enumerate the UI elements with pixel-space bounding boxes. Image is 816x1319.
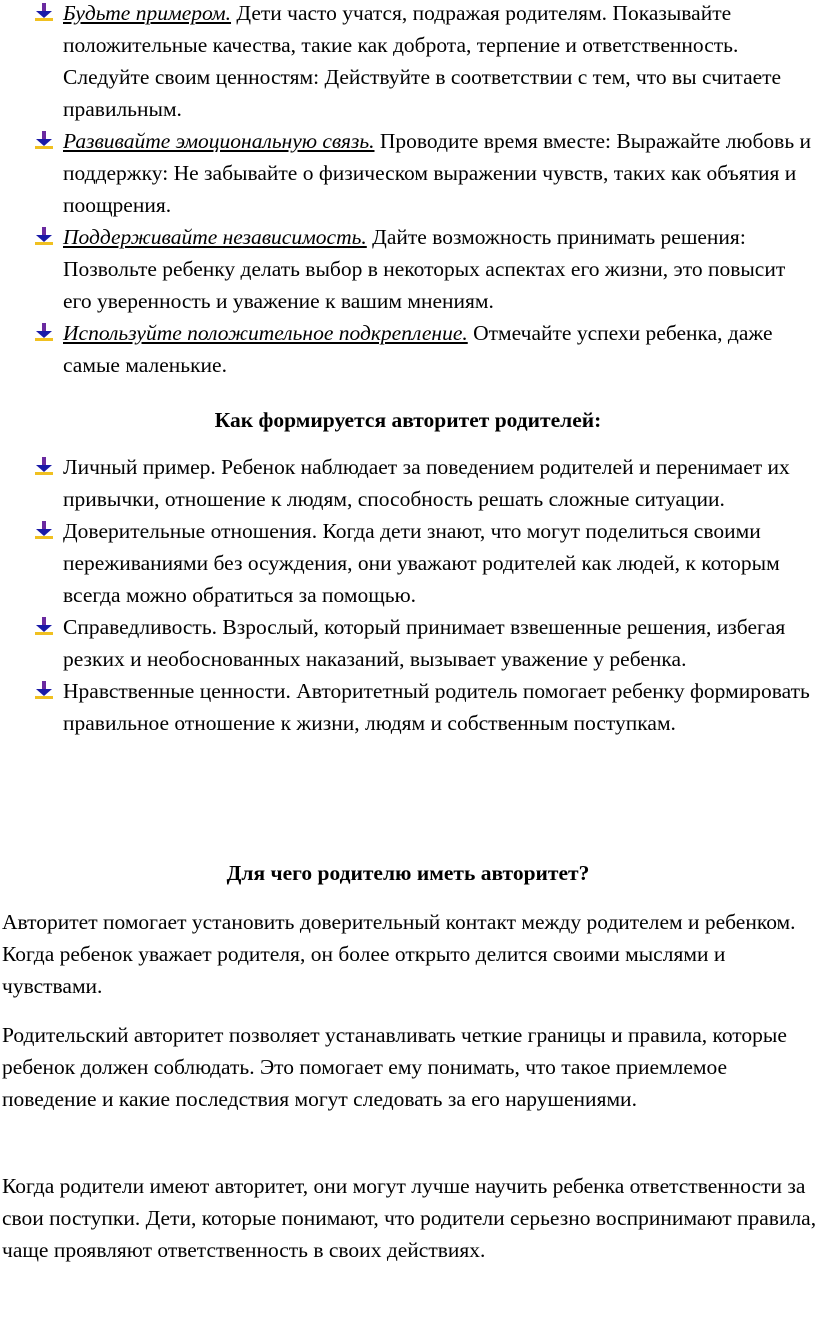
list-item: [0, 451, 816, 515]
list-item-text: Справедливость. Взрослый, который принимает взвешенные решения, избегая резких и необоснованных наказаний, вызывает уважение у ребенка.: [63, 615, 786, 671]
list-item-text: Нравственные ценности. Авторитетный родитель помогает ребенку формировать правильное отношение к жизни, людям и собственным поступкам.: [63, 679, 810, 735]
list-item: [0, 515, 816, 611]
list-item-text: Доверительные отношения. Когда дети знают, что могут поделиться своими переживаниями без осуждения, они уважают родителей как людей, к которым всегда можно обратиться за помощью.: [63, 519, 780, 607]
paragraph: Когда родители имеют авторитет, они могут лучше научить ребенка ответственности за свои поступки. Дети, которые понимают, что родители серьезно воспринимают правила, чаще проявляют ответственность в своих действиях.: [2, 1174, 816, 1262]
tip-title: Поддерживайте независимость.: [63, 225, 367, 249]
list-item: [0, 317, 816, 381]
list-item: [0, 675, 816, 739]
tip-text: Дайте возможность принимать решения: Позвольте ребенку делать выбор в некоторых аспектах его жизни, это повысит его уверенность и уважение к вашим мнениям.: [63, 225, 786, 313]
arrow-bullet-icon: [33, 323, 55, 341]
tip-text: Проводите время вместе: Выражайте любовь и поддержку: Не забывайте о физическом выражении чувств, таких как объятия и поощрения.: [63, 129, 812, 217]
tip-text: Отмечайте успехи ребенка, даже самые маленькие.: [63, 321, 773, 377]
tip-title: Будьте примером.: [63, 1, 232, 25]
authority-list: [0, 451, 816, 739]
list-item: [0, 0, 816, 125]
section-heading: Как формируется авторитет родителей:: [214, 408, 602, 432]
arrow-bullet-icon: [33, 131, 55, 149]
arrow-bullet-icon: [33, 681, 55, 699]
arrow-bullet-icon: [33, 457, 55, 475]
paragraph: Авторитет помогает установить доверительный контакт между родителем и ребенком. Когда ребенок уважает родителя, он более открыто делится своими мыслями и чувствами.: [2, 910, 796, 998]
arrow-bullet-icon: [33, 227, 55, 245]
arrow-bullet-icon: [33, 617, 55, 635]
list-item-text: Личный пример. Ребенок наблюдает за поведением родителей и перенимает их привычки, отношение к людям, способность решать сложные ситуации.: [63, 455, 790, 511]
tip-text: Дети часто учатся, подражая родителям. Показывайте положительные качества, такие как доброта, терпение и ответственность. Следуйте своим ценностям: Действуйте в соответствии с тем, что вы считаете правильным.: [63, 1, 782, 121]
tip-title: Развивайте эмоциональную связь.: [63, 129, 375, 153]
list-item: [0, 611, 816, 675]
arrow-bullet-icon: [33, 521, 55, 539]
list-item: [0, 221, 816, 317]
arrow-bullet-icon: [33, 3, 55, 21]
tips-list: [0, 0, 816, 381]
list-item: [0, 125, 816, 221]
section-heading: Для чего родителю иметь авторитет?: [226, 861, 590, 885]
tip-title: Используйте положительное подкрепление.: [63, 321, 468, 345]
paragraph: Родительский авторитет позволяет устанавливать четкие границы и правила, которые ребенок должен соблюдать. Это помогает ему понимать, что такое приемлемое поведение и какие последствия могут следовать за его нарушениями.: [2, 1023, 787, 1111]
